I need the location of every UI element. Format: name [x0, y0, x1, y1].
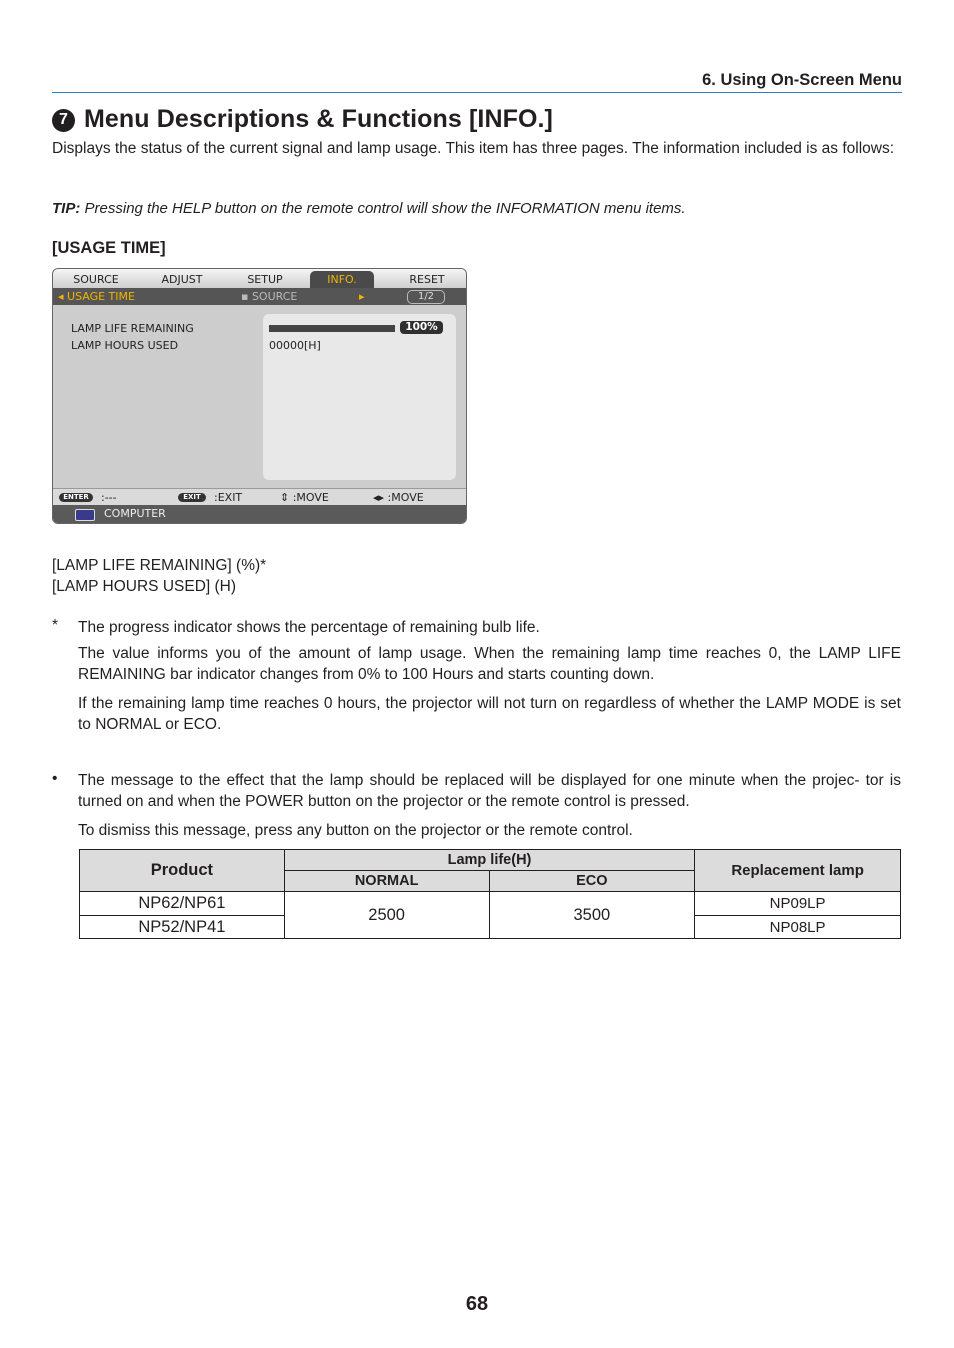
cell-product: NP52/NP41	[80, 916, 285, 939]
note-line-1: The progress indicator shows the percentage of remaining bulb life.	[78, 619, 540, 636]
lamp-life-progress-bar	[269, 325, 395, 332]
lamp-life-percent-badge: 100%	[400, 321, 443, 334]
osd-tab-reset: RESET	[409, 273, 445, 286]
osd-tab-setup: SETUP	[247, 273, 283, 286]
lamp-life-table	[79, 849, 901, 939]
bullet-line-1: The message to the effect that the lamp should be replaced will be displayed for one minute when the projec- tor is turned on and when the POWER button on the projector or the remote control is pressed.	[78, 772, 901, 810]
section-header: 6. Using On-Screen Menu	[52, 70, 902, 93]
usage-time-heading: [USAGE TIME]	[52, 239, 166, 257]
tip-label: TIP:	[52, 200, 81, 217]
osd-status-bar	[53, 505, 466, 523]
header-lamp-life: Lamp life(H)	[284, 850, 694, 871]
osd-menu-screenshot	[52, 268, 467, 524]
osd-label-lamp-life: LAMP LIFE REMAINING	[71, 322, 194, 335]
osd-footer-enter-text: :---	[101, 491, 117, 504]
bullet-line-2: To dismiss this message, press any button on the projector or the remote control.	[78, 822, 633, 839]
bullet-marker: •	[52, 770, 58, 787]
osd-status-source: COMPUTER	[104, 507, 166, 520]
cell-replacement-lamp: NP09LP	[695, 892, 901, 916]
header-normal: NORMAL	[284, 871, 489, 892]
osd-tab-bar	[53, 269, 466, 288]
osd-tab-adjust: ADJUST	[161, 273, 203, 286]
page-number: 68	[465, 1293, 489, 1315]
note-line-3: If the remaining lamp time reaches 0 hours, the projector will not turn on regardless of whether the LAMP MODE is set to NORMAL or ECO.	[78, 695, 901, 733]
intro-paragraph: Displays the status of the current signal and lamp usage. This item has three pages. The information included is as follows:	[52, 140, 895, 157]
note-line-2: The value informs you of the amount of lamp usage. When the remaining lamp time reaches 0, the LAMP LIFE REMAINING bar indicator changes from 0% to 100 Hours and starts counting down.	[78, 645, 901, 683]
table-row	[80, 892, 901, 916]
osd-sub-source: ▪ SOURCE	[241, 290, 298, 303]
computer-input-icon	[75, 509, 95, 521]
osd-lamp-hours-value: 00000[H]	[269, 339, 321, 352]
osd-sub-usage-time: ◂ USAGE TIME	[58, 290, 135, 303]
tip-paragraph	[52, 198, 902, 219]
cell-eco-hours: 3500	[489, 892, 695, 939]
osd-sub-arrow-icon: ▸	[359, 290, 365, 303]
header-replacement-lamp: Replacement lamp	[695, 850, 901, 892]
enter-key-icon: ENTER	[59, 493, 93, 502]
cell-normal-hours: 2500	[284, 892, 489, 939]
osd-tab-info: INFO.	[310, 271, 374, 288]
osd-subpage-bar	[53, 288, 466, 305]
tip-text: Pressing the HELP button on the remote control will show the INFORMATION menu items.	[84, 200, 686, 217]
lamp-item-list	[52, 556, 266, 597]
osd-footer-move-horizontal: ◂▸ :MOVE	[373, 491, 424, 504]
cell-product: NP62/NP61	[80, 892, 285, 916]
osd-label-lamp-hours: LAMP HOURS USED	[71, 339, 179, 352]
osd-page-indicator: 1/2	[407, 290, 445, 304]
cell-replacement-lamp: NP08LP	[695, 916, 901, 939]
lamp-life-progress-fill	[270, 326, 394, 331]
header-eco: ECO	[489, 871, 695, 892]
lamp-item-life: [LAMP LIFE REMAINING] (%)*	[52, 557, 267, 574]
title-text: Menu Descriptions & Functions [INFO.]	[84, 104, 553, 133]
lamp-item-hours: [LAMP HOURS USED] (H)	[52, 577, 237, 595]
osd-tab-source: SOURCE	[73, 273, 119, 286]
osd-footer-bar	[53, 488, 466, 506]
osd-footer-exit-text: :EXIT	[214, 491, 243, 504]
note-asterisk: *	[52, 617, 59, 634]
section-number-badge: 7	[52, 109, 75, 132]
header-product: Product	[80, 850, 285, 892]
osd-content-panel	[53, 305, 466, 488]
exit-key-icon: EXIT	[178, 493, 206, 502]
osd-footer-move-vertical: ⇕ :MOVE	[280, 491, 329, 504]
page-title	[52, 103, 553, 135]
